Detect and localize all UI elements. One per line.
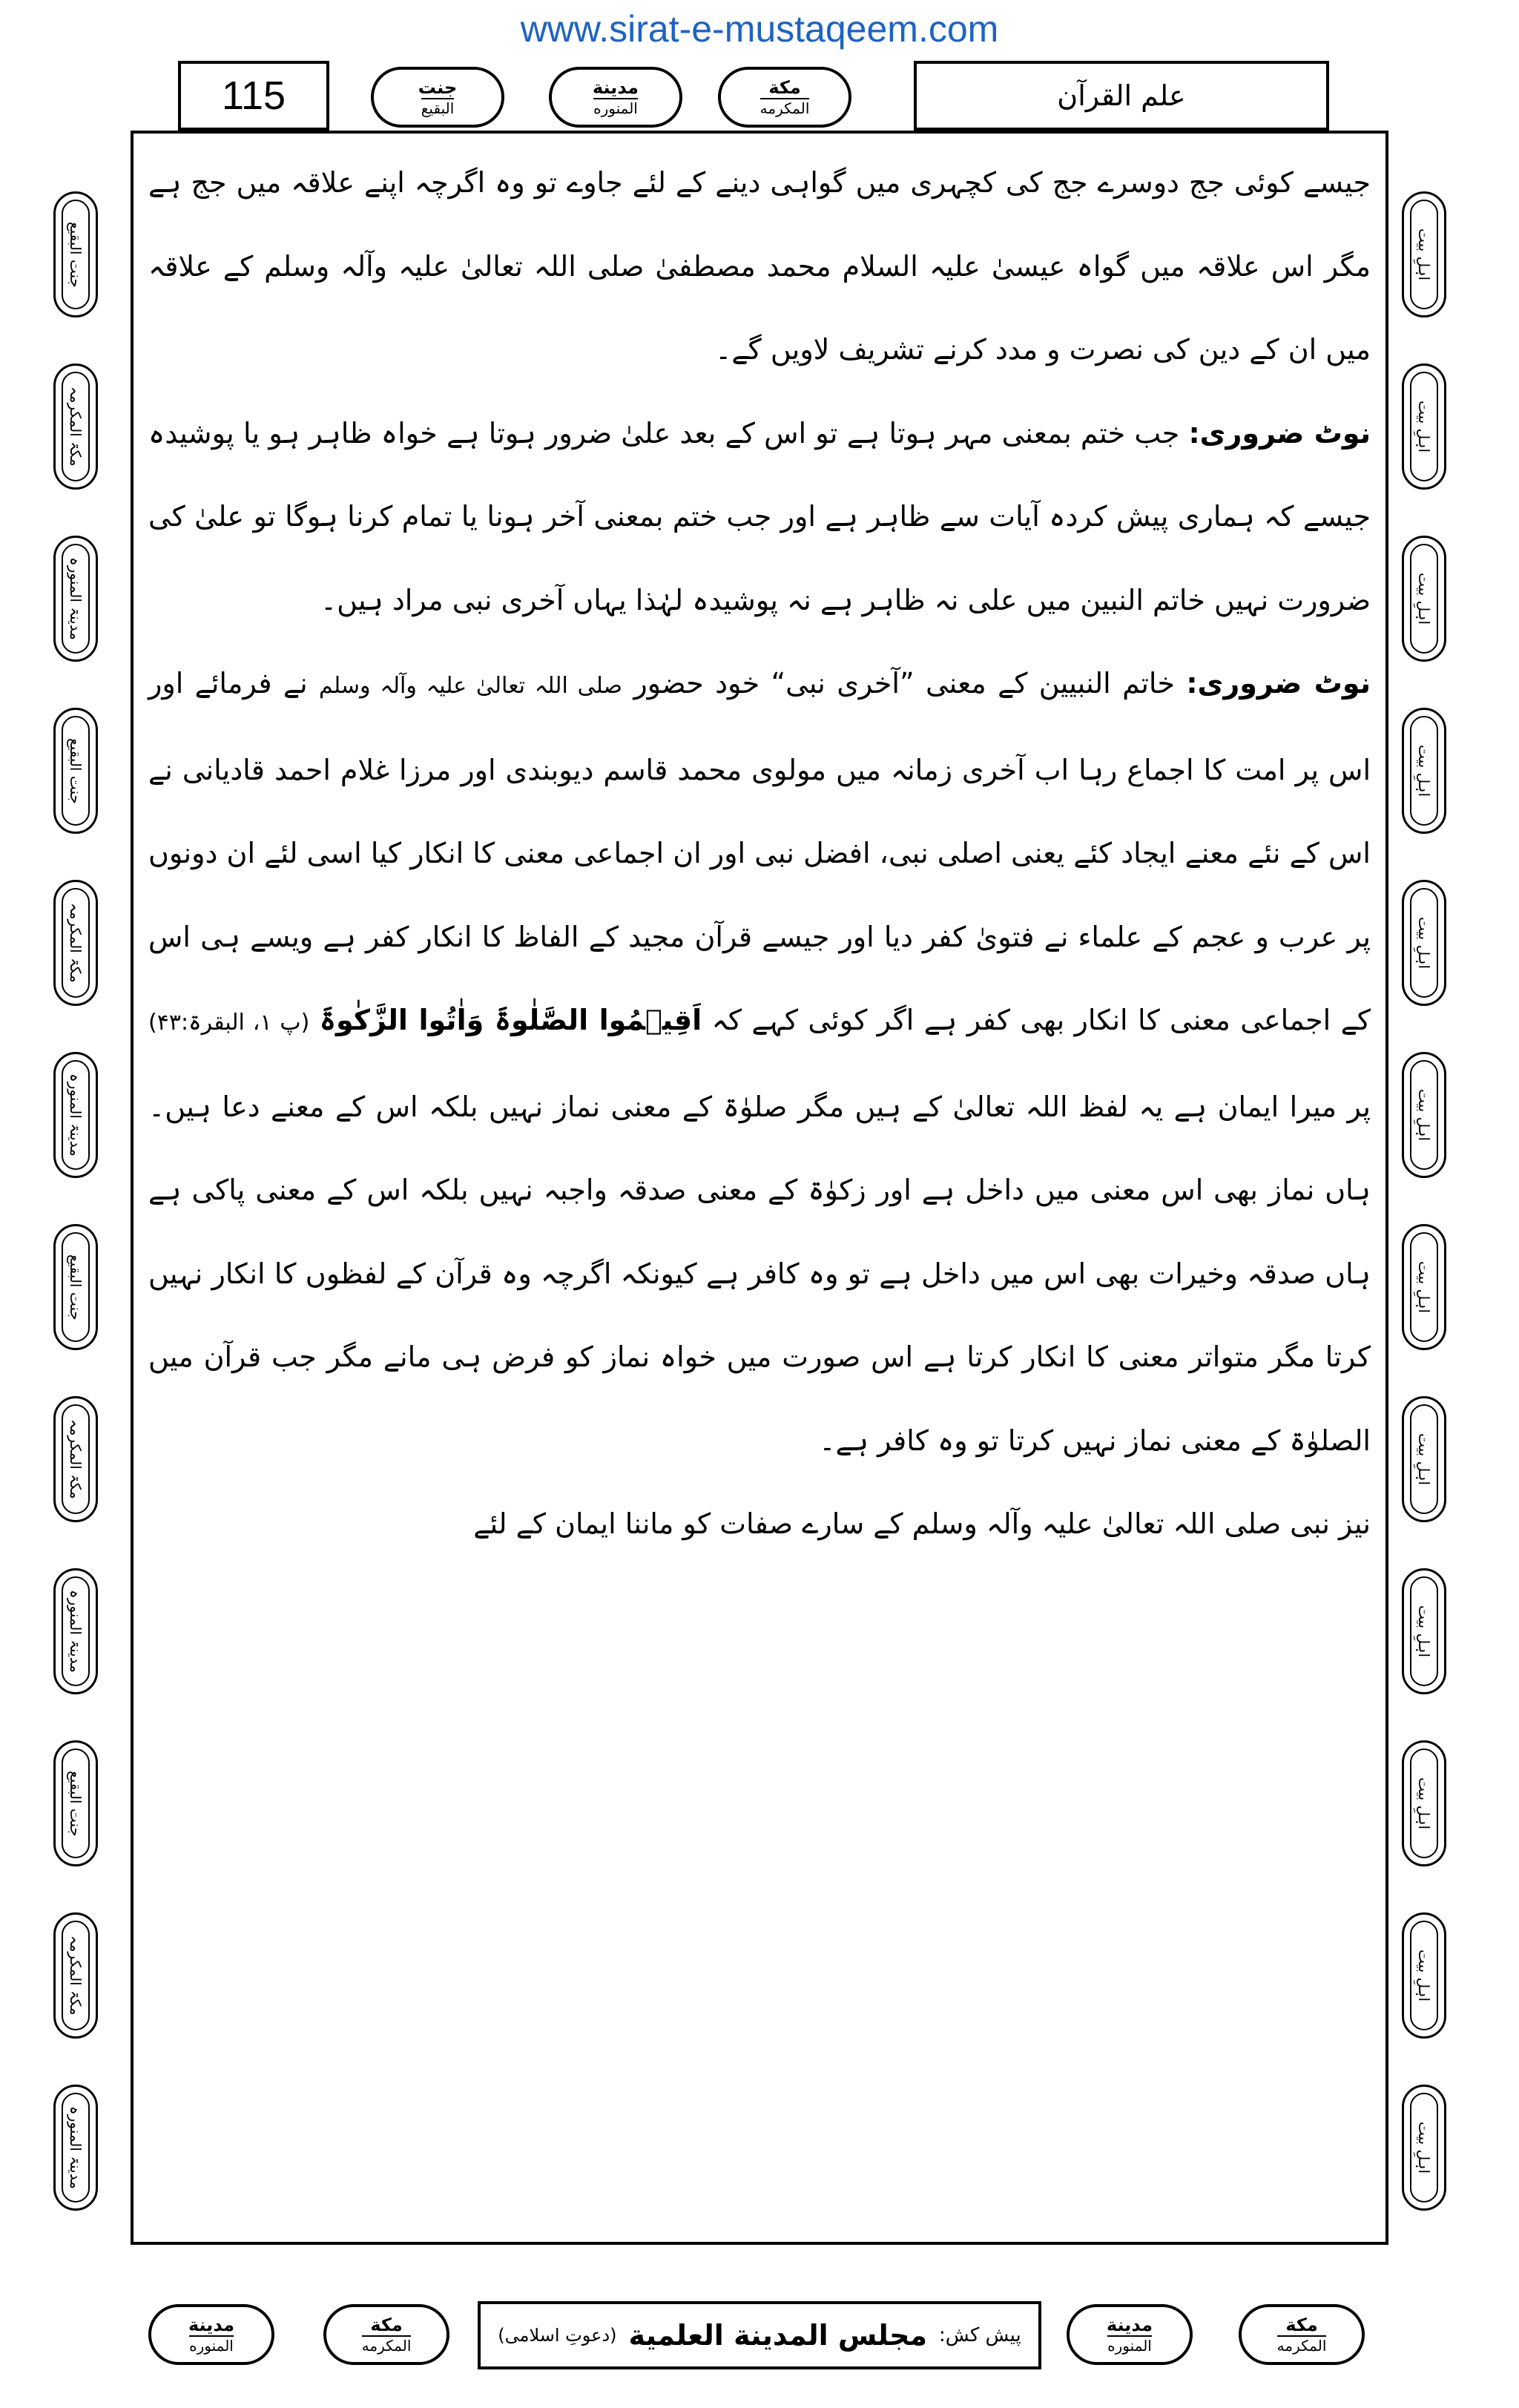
paragraph-last: نیز نبی صلی اللہ تعالیٰ علیہ وآلہ وسلم کے سارے صفات کو ماننا ایمان کے لئے <box>473 1507 1371 1540</box>
side-badge-label: مکۃ المکرمہ <box>62 888 90 998</box>
honorific: صلی اللہ تعالیٰ علیہ وآلہ وسلم <box>319 673 622 699</box>
badge-line2: البقيع <box>421 99 455 117</box>
side-badge <box>53 191 98 318</box>
side-badge-label: اہلِ بیت <box>1410 1576 1438 1686</box>
badge-line1: مدينة <box>1106 2315 1153 2335</box>
side-badge <box>1402 1568 1446 1694</box>
badge-line2: المكرمه <box>760 99 810 117</box>
side-badge-label: مدینۃ المنورہ <box>62 2093 90 2203</box>
badge-line2: المكرمه <box>361 2337 412 2355</box>
side-badge-label: مکۃ المکرمہ <box>62 1404 90 1514</box>
note-text: نے فرمائے اور اس پر امت کا اجماع رہا اب آخری زمانہ میں مولوی محمد قاسم دیوبندی اور مرزا غلام احمد قادیانی نے اس کے نئے معنے ایجاد کئے یعنی اصلی نبی، افضل نبی اور ان اجماعی معنی کا انکار کیا اسی لئے ان دونوں پر عرب و عجم کے علماء نے فتویٰ کفر دیا اور جیسے قرآن مجید کے الفاظ کا انکار کفر ہے ویسے ہی اس کے اجماعی معنی کا انکار بھی کفر ہے اگر کوئی کہے کہ <box>148 667 1371 1036</box>
side-badge <box>53 1396 98 1522</box>
badge-line1: مكة <box>370 2315 403 2335</box>
publisher-credit <box>478 2301 1041 2369</box>
side-badge <box>53 1740 98 1866</box>
note-1 <box>148 392 1371 642</box>
side-badge <box>1402 536 1446 662</box>
book-title: علم القرآن <box>914 61 1329 131</box>
footer-badge <box>323 2304 449 2365</box>
paragraph-1: جیسے کوئی جج دوسرے جج کی کچہری میں گواہی دینے کے لئے جاوے تو وہ اگرچہ اپنے علاقہ میں جج ہے مگر اس علاقہ میں گواہ عیسیٰ علیہ السلام محمد مصطفیٰ صلی اللہ تعالیٰ علیہ وآلہ وسلم کے علاقہ میں ان کے دین کی نصرت و مدد کرنے تشریف لاویں گے۔ <box>148 166 1371 366</box>
side-badge-label: اہلِ بیت <box>1410 1404 1438 1514</box>
side-badge <box>1402 708 1446 834</box>
side-badge-label: جنت البقیع <box>62 1232 90 1342</box>
side-badge <box>53 536 98 662</box>
side-badge <box>1402 1052 1446 1178</box>
side-badge-label: مدینۃ المنورہ <box>62 1576 90 1686</box>
side-badge-label: اہلِ بیت <box>1410 544 1438 654</box>
badge-line1: جنت <box>418 77 458 98</box>
badge-line2: المكرمه <box>1276 2337 1327 2355</box>
side-badge-label: اہلِ بیت <box>1410 1921 1438 2030</box>
side-badge-label: اہلِ بیت <box>1410 1060 1438 1170</box>
side-badge <box>1402 363 1446 490</box>
note-2 <box>148 642 1371 1482</box>
page-body <box>148 141 1371 1566</box>
side-badge <box>53 2085 98 2211</box>
side-badge-label: جنت البقیع <box>62 716 90 826</box>
website-url[interactable]: www.sirat-e-mustaqeem.com <box>520 8 999 50</box>
verse-reference: (پ ۱، البقرۃ:۴۳) <box>148 1010 310 1036</box>
side-badge <box>1402 2085 1446 2211</box>
badge-line1: مدينة <box>188 2315 235 2335</box>
side-badge <box>1402 1912 1446 2039</box>
side-badge <box>1402 880 1446 1006</box>
side-badge-label: اہلِ بیت <box>1410 1749 1438 1858</box>
side-badge-label: مدینۃ المنورہ <box>62 1060 90 1170</box>
footer-badge <box>148 2304 274 2365</box>
side-badge <box>53 1052 98 1178</box>
presented-by-label: پیش کش: <box>938 2324 1021 2346</box>
side-badge-label: جنت البقیع <box>62 200 90 309</box>
side-badge <box>53 880 98 1006</box>
organization-name: مجلس المدينة العلمية <box>628 2319 927 2352</box>
side-badge <box>1402 191 1446 318</box>
badge-line1: مكة <box>1285 2315 1318 2335</box>
side-badge-label: اہلِ بیت <box>1410 2093 1438 2203</box>
side-badge-label: مکۃ المکرمہ <box>62 1921 90 2030</box>
side-badge-label: اہلِ بیت <box>1410 1232 1438 1342</box>
side-badge-label: اہلِ بیت <box>1410 716 1438 826</box>
badge-line2: المنوره <box>189 2337 234 2355</box>
organization-sub: (دعوتِ اسلامی) <box>498 2325 617 2346</box>
side-badge-label: جنت البقیع <box>62 1749 90 1858</box>
note-label: نوٹ ضروری: <box>1188 416 1371 450</box>
note-text: پر میرا ایمان ہے یہ لفظ اللہ تعالیٰ کے ہیں مگر صلوٰۃ کے معنی نماز نہیں بلکہ اس کے معنے دعا ہیں۔ ہاں نماز بھی اس معنی میں داخل ہے اور زکوٰۃ کے معنی صدقہ واجبہ نہیں بلکہ اس کے معنی پاکی ہے ہاں صدقہ وخیرات بھی اس میں داخل ہے تو وہ کافر ہے کیونکہ اگرچہ وہ قرآن کے لفظوں کا انکار نہیں کرتا مگر متواتر معنی کا انکار کرتا ہے اس صورت میں خواہ نماز کو فرض ہی مانے مگر جب قرآن میں الصلوٰۃ کے معنی نماز نہیں کرتا تو وہ کافر ہے۔ <box>148 1090 1371 1457</box>
badge-line2: المنوره <box>593 99 638 117</box>
page-number: 115 <box>178 61 329 131</box>
side-badge <box>53 363 98 490</box>
side-badge <box>53 1224 98 1350</box>
badge-line1: مكة <box>768 77 801 98</box>
note-label: نوٹ ضروری: <box>1186 667 1371 700</box>
badge-line2: المنوره <box>1107 2337 1152 2355</box>
side-badge <box>53 1912 98 2039</box>
note-text: جب ختم بمعنی مہر ہوتا ہے تو اس کے بعد علیٰ ضرور ہوتا ہے خواہ ظاہر ہو یا پوشیدہ جیسے کہ ہماری پیش کردہ آیات سے ظاہر ہے اور جب ختم بمعنی آخر ہونا یا تمام کرنا ہوگا تو علیٰ کی ضرورت نہیں خاتم النبین میں علی نہ ظاہر ہے نہ پوشیدہ لہٰذا یہاں آخری نبی مراد ہیں۔ <box>148 416 1371 616</box>
side-badge-label: اہلِ بیت <box>1410 372 1438 481</box>
side-badge-label: اہلِ بیت <box>1410 888 1438 998</box>
badge-line1: مدينة <box>592 77 639 98</box>
quran-verse: اَقِیۡمُوا الصَّلٰوۃَ وَاٰتُوا الزَّکٰوۃَ <box>319 1004 702 1036</box>
footer-badge <box>1239 2304 1365 2365</box>
side-badge <box>53 1568 98 1694</box>
side-badge <box>53 708 98 834</box>
side-badge-label: مکۃ المکرمہ <box>62 372 90 481</box>
side-badge <box>1402 1396 1446 1522</box>
badge-jannat-ul-baqi <box>371 67 504 128</box>
side-badge <box>1402 1224 1446 1350</box>
side-badge-label: اہلِ بیت <box>1410 200 1438 309</box>
badge-madina <box>549 67 682 128</box>
footer-badge <box>1067 2304 1193 2365</box>
side-badge <box>1402 1740 1446 1866</box>
badge-makkah <box>718 67 851 128</box>
side-badge-label: مدینۃ المنورہ <box>62 544 90 654</box>
note-text: خاتم النبیین کے معنی ”آخری نبی“ خود حضور <box>633 667 1175 700</box>
